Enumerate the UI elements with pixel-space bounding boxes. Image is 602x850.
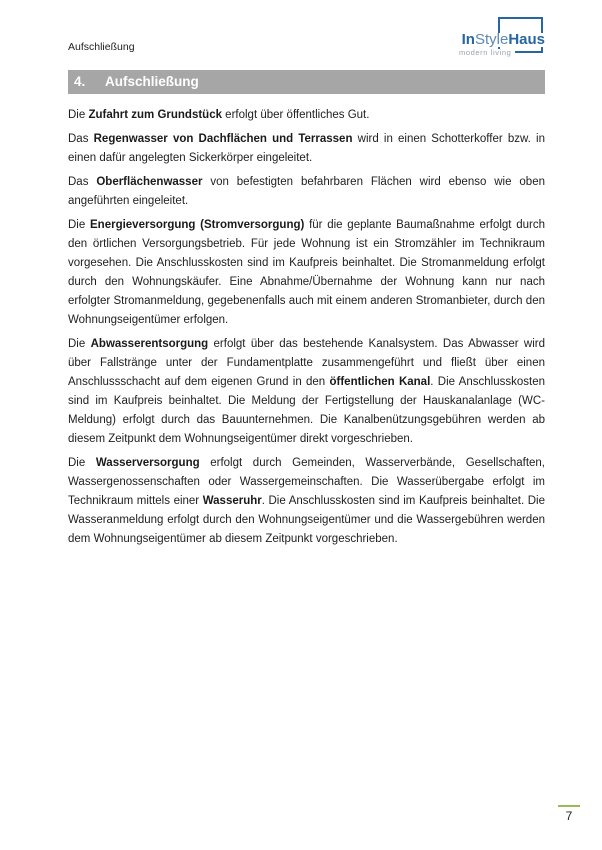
page-number: 7 <box>565 809 573 823</box>
page-header-label: Aufschließung <box>68 41 135 53</box>
paragraph <box>68 130 545 168</box>
paragraph-text-run: erfolgt über das bestehende Kanalsystem. Das Abwasser wird über Fallstränge unter der Fundamentplatte zusammengeführt und fließt über einen Anschlussschacht auf dem eigenen Grund in den <box>68 338 545 388</box>
paragraph-text-run: erfolgt über öffentliches Gut. <box>221 109 370 121</box>
logo-wordmark <box>456 33 545 47</box>
page-footer <box>558 805 580 823</box>
paragraph-text-run: Die <box>68 338 91 350</box>
logo-tagline: modern living <box>459 49 515 58</box>
paragraph-bold-run: Zufahrt zum Grundstück <box>88 109 222 121</box>
paragraph-bold-run: Regenwasser von Dachflächen und Terrassen <box>93 133 353 145</box>
paragraph <box>68 454 545 549</box>
paragraph-text-run: für die geplante Baumaßnahme erfolgt durch den örtlichen Versorgungsbetrieb. Für jede Wohnung ist ein Stromzähler im Technikraum vorgesehen. Die Anschlusskosten sind im Kaufpreis beinhaltet. Die Stromanmeldung erfolgt durch den Wohnungskäufer. Eine Abnahme/Übernahme der Wohnung kann nur nach erfolgter Stromanmeldung, gegebenenfalls auch mit einem anderen Stromanbieter, durch den Wohnungseigentümer erfolgen. <box>68 219 545 326</box>
paragraph-bold-run: Energieversorgung (Stromversorgung) <box>90 219 305 231</box>
paragraph-text-run: Die <box>68 219 90 231</box>
paragraph <box>68 216 545 330</box>
footer-accent-line <box>558 805 580 807</box>
paragraph-bold-run: Wasseruhr <box>202 495 262 507</box>
logo-word-in: In <box>461 31 475 48</box>
paragraph-bold-run: Abwasserentsorgung <box>90 338 209 350</box>
paragraph <box>68 173 545 211</box>
paragraph-text-run: Das <box>68 133 94 145</box>
paragraph-bold-run: Wasserversorgung <box>95 457 200 469</box>
paragraph-bold-run: Oberflächenwasser <box>96 176 203 188</box>
section-number: 4. <box>74 74 86 89</box>
paragraph <box>68 106 545 125</box>
paragraph-text-run: Die <box>68 457 96 469</box>
paragraph-text-run: von befestigten befahrbaren Flächen wird ebenso wie oben angeführten eingeleitet. <box>68 176 545 207</box>
paragraph-text-run: . Die Anschlusskosten sind im Kaufpreis beinhaltet. Die Meldung der Fertigstellung der Hauskanalanlage (WC-Meldung) erfolgt durch das Bauunternehmen. Die Kanalbenützungsgebühren werden ab diesem Zeitpunkt dem Wohnungseigentümer direkt vorgeschrieben. <box>68 376 545 445</box>
section-heading <box>68 70 545 94</box>
document-body <box>68 106 545 554</box>
paragraph-text-run: . Die Anschlusskosten sind im Kaufpreis beinhaltet. Die Wasseranmeldung erfolgt durch den Wohnungseigentümer und die Wassergebühren werden dem Wohnungseigentümer ab diesem Zeitpunkt vorgeschrieben. <box>68 495 545 545</box>
logo-word-haus: Haus <box>508 31 545 48</box>
paragraph-bold-run: öffentlichen Kanal <box>329 376 431 388</box>
section-title: Aufschließung <box>105 74 199 89</box>
logo-word-style: Style <box>474 31 509 48</box>
paragraph-text-run: Die <box>68 109 89 121</box>
paragraph-text-run: Das <box>68 176 97 188</box>
paragraph-text-run: erfolgt durch Gemeinden, Wasserverbände, Gesellschaften, Wassergenossenschaften oder Wassergemeinschaften. Die Wasserübergabe erfolgt im Technikraum mittels einer <box>68 457 545 507</box>
paragraph-text-run: wird in einen Schotterkoffer bzw. in einen dafür angelegten Sickerkörper eingeleitet. <box>68 133 545 164</box>
paragraph <box>68 335 545 449</box>
instylehaus-logo <box>0 0 602 60</box>
